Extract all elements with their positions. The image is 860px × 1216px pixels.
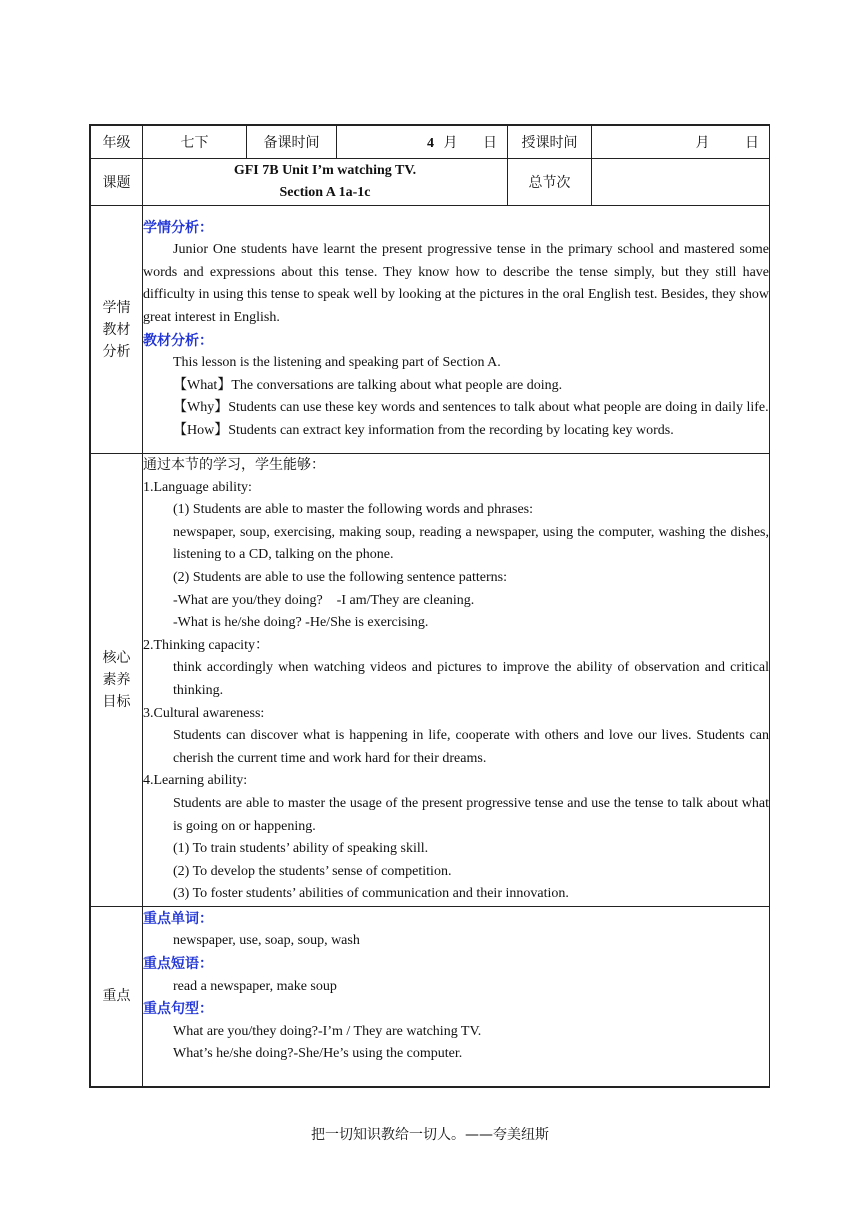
analysis-label-line-1: 学情 [102, 299, 131, 316]
prep-month-unit: 月 [443, 135, 458, 151]
goals-label-line-2: 素养 [102, 671, 131, 688]
teach-time-label: 授课时间 [508, 126, 592, 159]
lang-title: 1.Language ability: [143, 479, 252, 495]
material-what: 【What】The conversations are talking about what people are doing. [173, 377, 563, 393]
learn-item-2: (2) To develop the students’ sense of competition. [173, 863, 452, 879]
total-value [592, 159, 770, 206]
analysis-content [143, 206, 770, 454]
learn-text: Students are able to master the usage of the present progressive tense and use the tense to talk about what is going on or happening. [173, 795, 769, 834]
goals-label-line-3: 目标 [102, 693, 131, 710]
culture-title: 3.Cultural awareness: [143, 705, 265, 721]
key-phrases: read a newspaper, make soup [173, 978, 337, 994]
prep-time-value [337, 126, 508, 159]
think-text: think accordingly when watching videos and pictures to improve the ability of observation and critical thinking. [173, 660, 769, 698]
key-words: newspaper, use, soap, soup, wash [173, 933, 360, 949]
teach-month-unit: 月 [695, 135, 710, 151]
analysis-row [91, 206, 770, 454]
lang-sentence-2: -What is he/she doing? -He/She is exercising. [173, 615, 429, 631]
material-intro: This lesson is the listening and speaking part of Section A. [173, 355, 501, 371]
goals-label-line-1: 核心 [102, 649, 131, 666]
topic-line-2: Section A 1a-1c [279, 185, 371, 200]
students-heading: 学情分析： [143, 219, 213, 236]
lang-words: newspaper, soup, exercising, making soup, reading a newspaper, using the computer, washing the dishes, listening to a CD, talking on the phone. [173, 524, 769, 563]
goals-intro: 通过本节的学习，学生能够： [143, 457, 325, 473]
analysis-label-line-3: 分析 [102, 343, 131, 360]
key-points-label: 重点 [91, 906, 143, 1086]
teach-time-value [592, 126, 770, 159]
grade-value: 七下 [143, 126, 247, 159]
lang-item-1: (1) Students are able to master the following words and phrases: [173, 502, 534, 518]
key-sentence-2: What’s he/she doing?-She/He’s using the computer. [173, 1046, 463, 1062]
material-how: 【How】Students can extract key information from the recording by locating key words. [173, 422, 674, 438]
key-points-row [91, 906, 770, 1086]
material-heading: 教材分析： [143, 332, 213, 349]
lesson-plan-table [90, 125, 770, 1087]
culture-text: Students can discover what is happening in life, cooperate with others and love our lives. Students can cherish the current time and work hard for their dreams. [173, 728, 769, 766]
prep-month-number: 4 [427, 136, 434, 151]
phrases-heading: 重点短语： [143, 956, 213, 973]
grade-label: 年级 [91, 126, 143, 159]
key-points-content [143, 906, 770, 1086]
lang-item-2: (2) Students are able to use the following sentence patterns: [173, 569, 507, 585]
students-text: Junior One students have learnt the present progressive tense in the primary school and mastered some words and expressions about this tense. They know how to describe the tense simply, but they still have difficulty in using this tense to speak well by looking at the pictures in the oral English test. Besides, they show great interest in English. [143, 242, 769, 325]
topic-label: 课题 [91, 159, 143, 206]
analysis-label [91, 206, 143, 454]
topic-value [143, 159, 508, 206]
topic-line-1: GFI 7B Unit I’m watching TV. [233, 163, 417, 178]
topic-row [91, 159, 770, 206]
goals-row [91, 454, 770, 907]
footer-quote: 把一切知识教给一切人。——夸美纽斯 [311, 1127, 549, 1143]
prep-day-unit: 日 [483, 135, 497, 151]
lang-sentence-1: -What are you/they doing? -I am/They are cleaning. [173, 592, 475, 608]
words-heading: 重点单词： [143, 910, 213, 927]
header-row [91, 126, 770, 159]
sentences-heading: 重点句型： [143, 1001, 213, 1018]
think-title: 2.Thinking capacity： [143, 637, 269, 653]
goals-label [91, 454, 143, 907]
goals-content [143, 454, 770, 907]
key-sentence-1: What are you/they doing?-I’m / They are watching TV. [173, 1023, 482, 1039]
learn-item-3: (3) To foster students’ abilities of communication and their innovation. [173, 886, 569, 902]
learn-item-1: (1) To train students’ ability of speaking skill. [173, 841, 429, 857]
material-why: 【Why】Students can use these key words and sentences to talk about what people are doing in daily life. [173, 400, 769, 416]
analysis-label-line-2: 教材 [102, 321, 131, 338]
teach-day-unit: 日 [745, 135, 759, 151]
learn-title: 4.Learning ability: [143, 773, 248, 789]
prep-time-label: 备课时间 [247, 126, 337, 159]
total-label: 总节次 [508, 159, 592, 206]
